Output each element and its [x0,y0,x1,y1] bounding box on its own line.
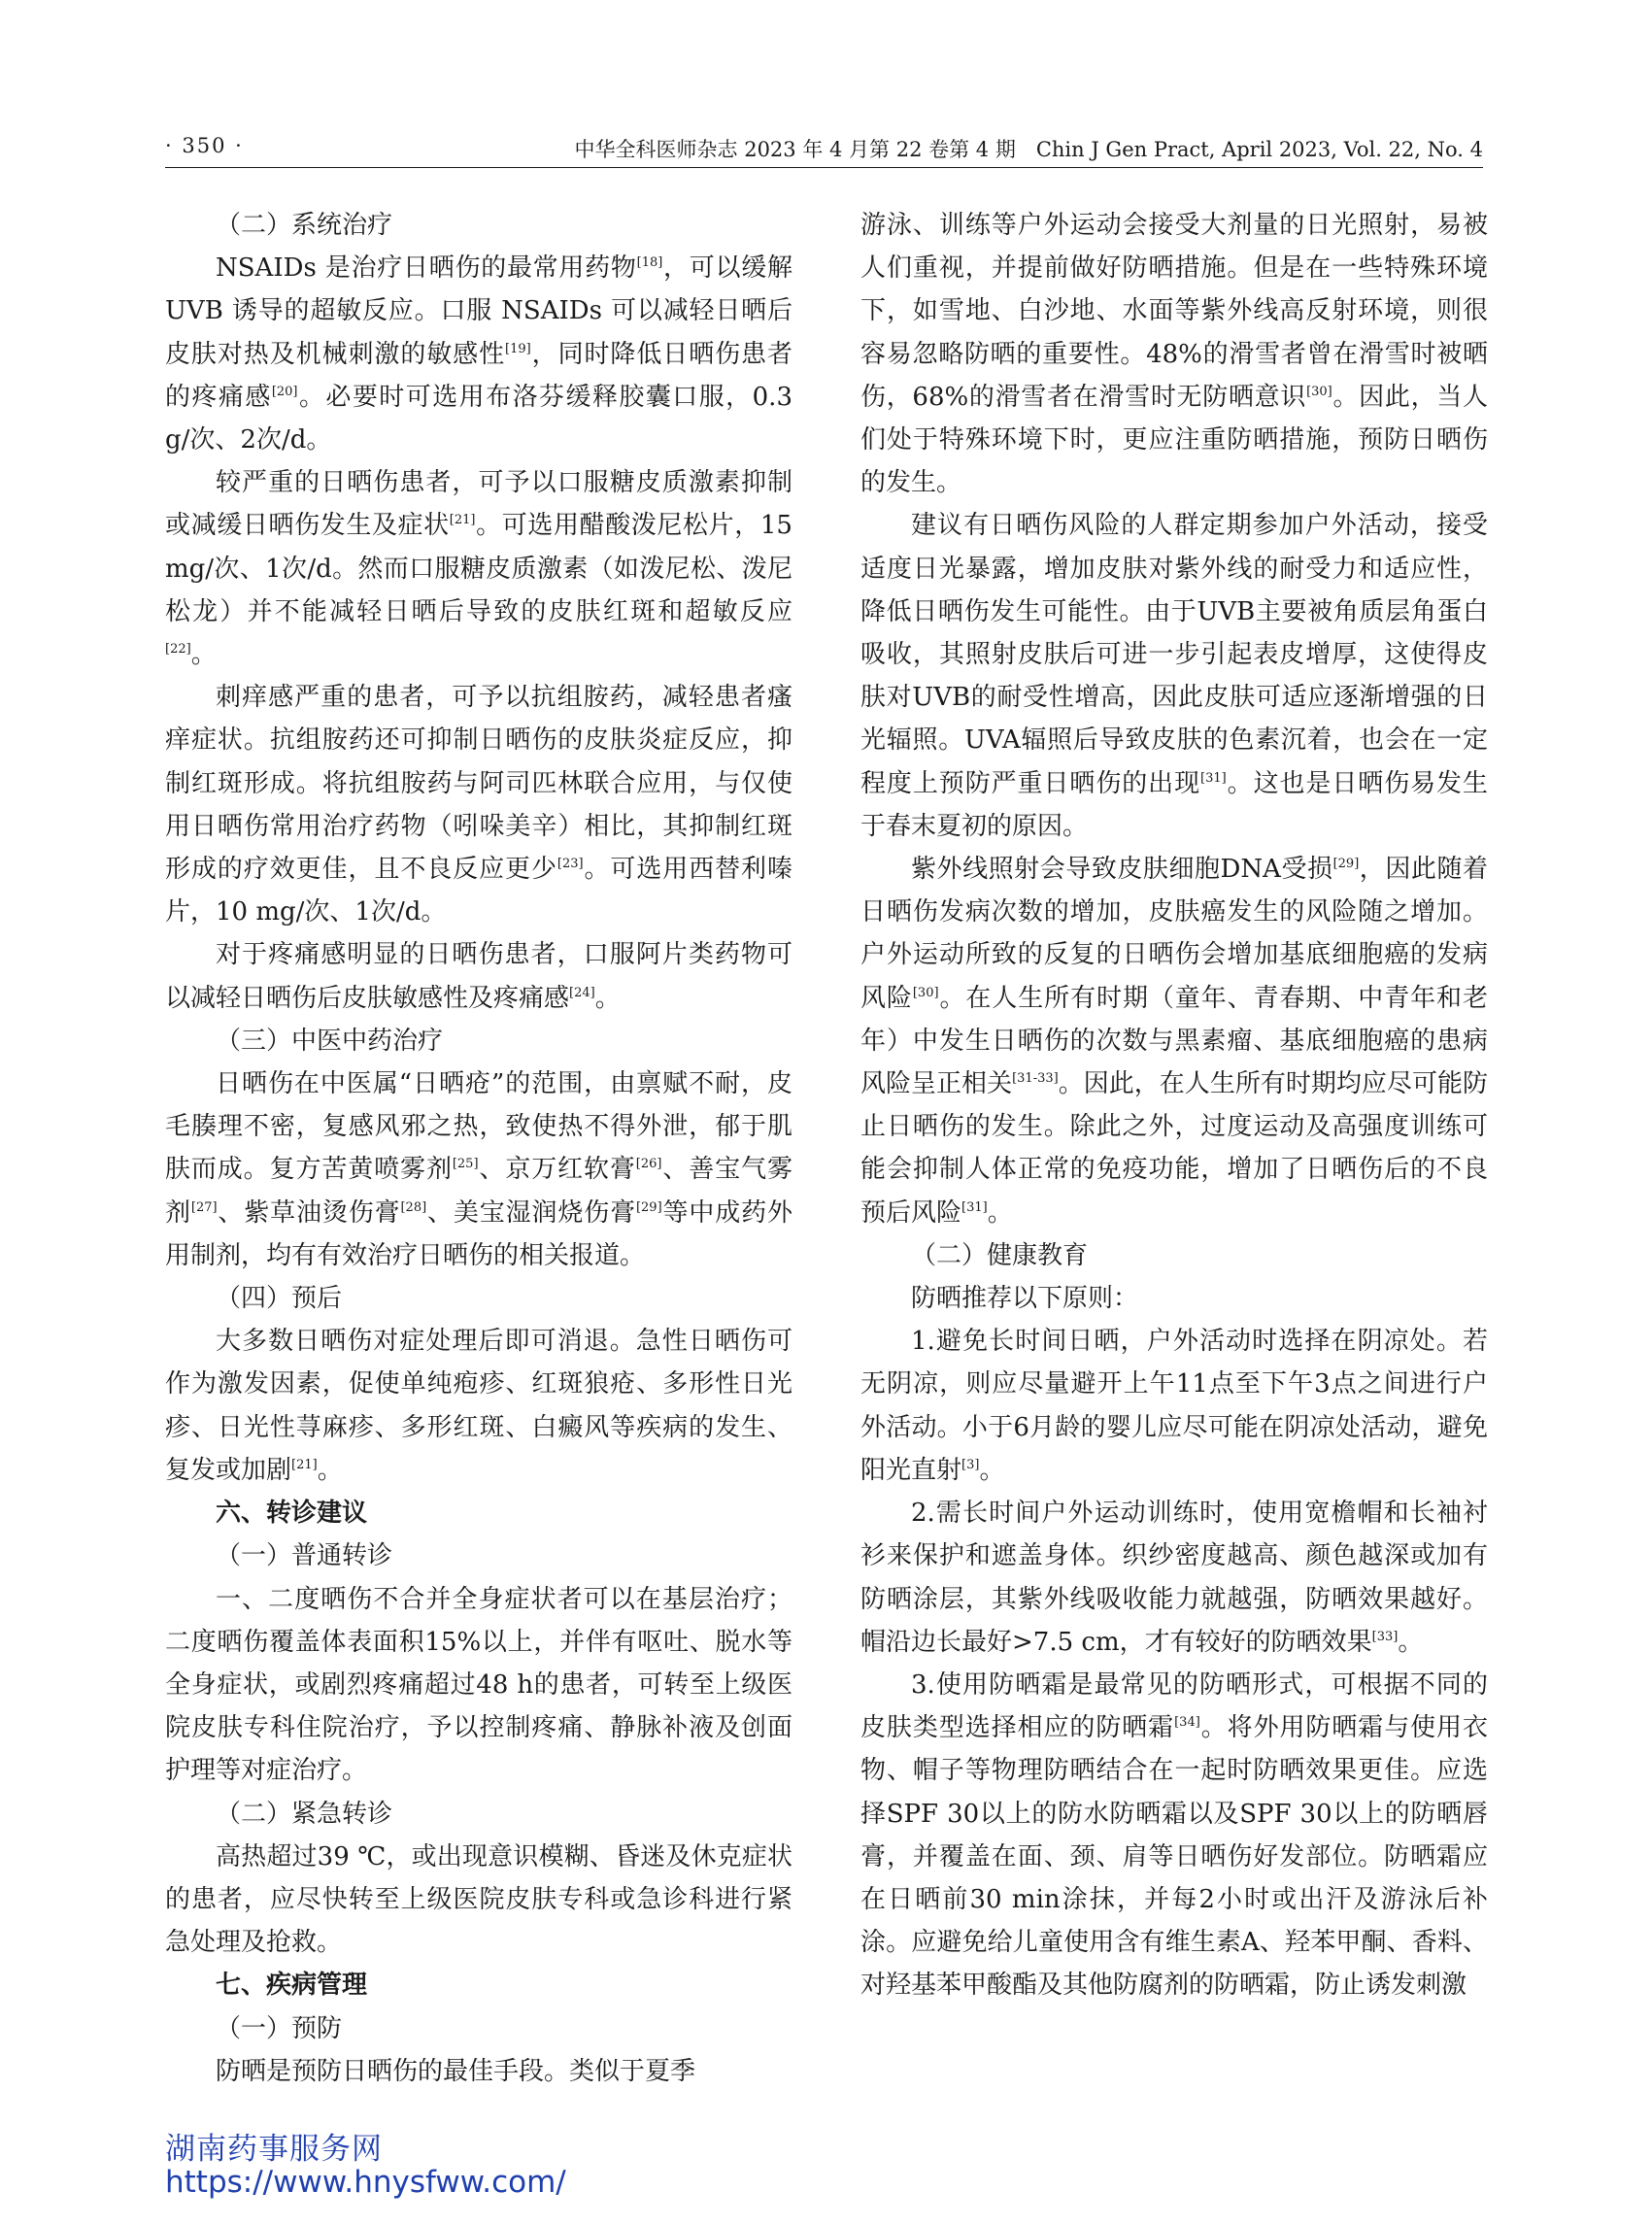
citation-ref: [34] [1174,1715,1200,1731]
text-run: 高热超过39 ℃，或出现意识模糊、昏迷及休克症状的患者，应尽快转至上级医院皮肤专科或急诊科进行紧急处理及抢救。 [165,1841,792,1958]
text-run: ，可以缓解 UVB 诱导的超敏反应。口服 NSAIDs 可以减轻日晒后皮肤对热及机械刺激的敏感性 [165,253,792,369]
running-header [165,134,1483,167]
journal-citation: 中华全科医师杂志 2023 年 4 月第 22 卷第 4 期 Chin J Gen Pract, April 2023, Vol. 22, No. 4 [574,138,1483,161]
citation-ref: [28] [400,1199,427,1215]
citation-ref: [31-33] [1012,1071,1059,1087]
paragraph [165,1062,792,1277]
subsection-heading: （二）系统治疗 [216,211,393,240]
citation-ref: [19] [505,341,531,356]
text-run: 。 [979,1455,1005,1485]
paragraph [165,2050,792,2093]
text-run: 2.需长时间户外运动训练时，使用宽檐帽和长袖衬衫来保护和遮盖身体。织纱密度越高、颜色越深或加有防晒涂层，其紫外线吸收能力就越强，防晒效果越好。帽沿边长最好>7.5 cm，才有较好的防晒效果 [860,1499,1488,1657]
citation-ref: [23] [556,857,584,872]
citation-ref: [31] [961,1199,988,1215]
paragraph [860,1492,1488,1664]
text-run: ，因此随着日晒伤发病次数的增加，皮肤癌发生的风险随之增加。户外运动所致的反复的日晒伤会增加基底细胞癌的发病风险 [860,855,1488,1013]
text-run: 3.使用防晒霜是最常见的防晒形式，可根据不同的皮肤类型选择相应的防晒霜 [860,1669,1488,1743]
text-run: 、美宝湿润烧伤膏 [426,1197,636,1228]
paragraph [860,1320,1488,1492]
text-run: 日晒伤在中医属“日晒疮”的范围，由禀赋不耐，皮毛腠理不密，复感风邪之热，致使热不得外泄，郁于肌肤而成。复方苦黄喷雾剂 [165,1069,792,1185]
citation-ref: [25] [452,1157,479,1172]
text-run: 、京万红软膏 [478,1155,636,1185]
text-run: 。因此，在人生所有时期均应尽可能防止日晒伤的发生。除此之外，过度运动及高强度训练可能会抑制人体正常的免疫功能，增加了日晒伤后的不良预后风险 [860,1069,1488,1228]
citation-ref: [30] [1306,384,1332,399]
citation-ref: [18] [636,255,663,271]
section-heading: 七、疾病管理 [216,1971,368,2001]
citation-ref: [21] [291,1457,318,1472]
text-run: 。将外用防晒霜与使用衣物、帽子等物理防晒结合在一起时防晒效果更佳。应选择SPF 30以上的防水防晒霜以及SPF 30以上的防晒唇膏，并覆盖在面、颈、肩等日晒伤好发部位。防晒霜应在日晒前30 min涂抹，并每2小时或出汗及游泳后补涂。应避免给儿童使用含有维生素A、羟苯甲酮、香料、对羟基苯甲酸酯及其他防腐剂的防晒霜，防止诱发刺激 [860,1713,1488,2001]
text-run: 建议有日晒伤风险的人群定期参加户外活动，接受适度日光暴露，增加皮肤对紫外线的耐受力和适应性，降低日晒伤发生可能性。由于UVB主要被角质层角蛋白吸收，其照射皮肤后可进一步引起表皮增厚，这使得皮肤对UVB的耐受性增高，因此皮肤可适应逐渐增强的日光辐照。UVA辐照后导致皮肤的色素沉着，也会在一定程度上预防严重日晒伤的出现 [860,511,1488,798]
text-run: 较严重的日晒伤患者，可予以口服糖皮质激素抑制或减缓日晒伤发生及症状 [165,468,792,541]
text-run: 、善宝气雾剂 [165,1155,792,1228]
text-run: 一、二度晒伤不合并全身症状者可以在基层治疗；二度晒伤覆盖体表面积15%以上，并伴有呕吐、脱水等全身症状，或剧烈疼痛超过48 h的患者，可转至上级医院皮肤专科住院治疗，予以控制疼痛、静脉补液及创面护理等对症治疗。 [165,1584,792,1786]
text-run: 刺痒感严重的患者，可予以抗组胺药，减轻患者瘙痒症状。抗组胺药还可抑制日晒伤的皮肤炎症反应，抑制红斑形成。将抗组胺药与阿司匹林联合应用，与仅使用日晒伤常用治疗药物（吲哚美辛）相比，其抑制红斑形成的疗效更佳，且不良反应更少 [165,683,792,885]
subsection-heading: （一）普通转诊 [216,1541,393,1571]
text-run: 等中成药外用制剂，均有有效治疗日晒伤的相关报道。 [165,1197,792,1270]
subsection-heading: （二）紧急转诊 [216,1799,393,1829]
subsection-heading: （三）中医中药治疗 [216,1026,444,1056]
text-run: 。 [1398,1627,1424,1657]
text-run: 大多数日晒伤对症处理后即可消退。急性日晒伤可作为激发因素，促使单纯疱疹、红斑狼疮、多形性日光疹、日光性荨麻疹、多形红斑、白癜风等疾病的发生、复发或加剧 [165,1327,792,1485]
citation-ref: [22] [165,642,191,657]
citation-ref: [26] [635,1157,662,1172]
paragraph-continued [860,204,1488,504]
paragraph [860,1664,1488,2007]
text-run: 。 [987,1197,1013,1228]
paragraph [165,461,792,676]
text-run: NSAIDs 是治疗日晒伤的最常用药物 [216,253,637,284]
subsection-heading: （二）健康教育 [911,1240,1089,1270]
text-run: 。 [594,983,621,1013]
citation-ref: [24] [569,985,595,1000]
text-run: 。必要时可选用布洛芬缓释胶囊口服，0.3 g/次、2次/d。 [165,382,792,455]
watermark-footer [165,2133,566,2199]
paragraph [860,504,1488,848]
citation-ref: [21] [449,513,476,528]
section-heading: 六、转诊建议 [216,1499,368,1529]
text-run: 。可选用醋酸泼尼松片，15 mg/次、1次/d。然而口服糖皮质激素（如泼尼松、泼尼松龙）并不能减轻日晒后导致的皮肤红斑和超敏反应 [165,511,792,626]
text-run: 。因此，当人们处于特殊环境下时，更应注重防晒措施，预防日晒伤的发生。 [860,382,1488,498]
left-column [165,204,792,2093]
citation-ref: [20] [271,384,298,399]
text-run: 1.避免长时间日晒，户外活动时选择在阴凉处。若无阴凉，则应尽量避开上午11点至下午3点之间进行户外活动。小于6月龄的婴儿应尽可能在阴凉处活动，避免阳光直射 [860,1327,1488,1485]
citation-ref: [3] [961,1457,980,1472]
paragraph [860,1277,1488,1320]
paragraph [165,1836,792,1965]
paragraph [165,933,792,1019]
text-run: 对于疼痛感明显的日晒伤患者，口服阿片类药物可以减轻日晒伤后皮肤敏感性及疼痛感 [165,940,792,1013]
text-run: 、紫草油烫伤膏 [217,1197,401,1228]
right-column [860,204,1488,2007]
text-run: 紫外线照射会导致皮肤细胞DNA受损 [911,855,1333,885]
citation-ref: [30] [912,985,939,1000]
site-url-link[interactable]: https://www.hnysfww.com/ [165,2165,566,2200]
text-run: 防晒是预防日晒伤的最佳手段。类似于夏季 [216,2056,696,2086]
paragraph [165,676,792,933]
text-run: 。在人生所有时期（童年、青春期、中青年和老年）中发生日晒伤的次数与黑素瘤、基底细胞癌的患病风险呈正相关 [860,983,1488,1099]
text-run: ，同时降低日晒伤患者的疼痛感 [165,339,792,412]
citation-ref: [31] [1200,770,1227,786]
text-run: 。这也是日晒伤易发生于春末夏初的原因。 [860,768,1488,841]
paragraph [165,1320,792,1492]
site-name: 湖南药事服务网 [165,2132,383,2167]
paragraph [165,247,792,461]
text-run: 。可选用西替利嗪片，10 mg/次、1次/d。 [165,855,792,927]
citation-ref: [29] [635,1199,662,1215]
text-run: 。 [317,1455,343,1485]
text-run: 游泳、训练等户外运动会接受大剂量的日光照射，易被人们重视，并提前做好防晒措施。但是在一些特殊环境下，如雪地、白沙地、水面等紫外线高反射环境，则很容易忽略防晒的重要性。48%的滑雪者曾在滑雪时被晒伤，68%的滑雪者在滑雪时无防晒意识 [860,211,1488,412]
subsection-heading: （一）预防 [216,2013,343,2043]
subsection-heading: （四）预后 [216,1284,343,1314]
citation-ref: [29] [1332,857,1360,872]
paragraph [165,1578,792,1793]
citation-ref: [33] [1371,1629,1399,1644]
header-rule [165,167,1483,168]
citation-ref: [27] [190,1199,218,1215]
page-number: · 350 · [165,134,244,157]
paragraph [860,848,1488,1234]
text-run: 。 [190,640,217,670]
text-run: 防晒推荐以下原则： [911,1284,1139,1314]
